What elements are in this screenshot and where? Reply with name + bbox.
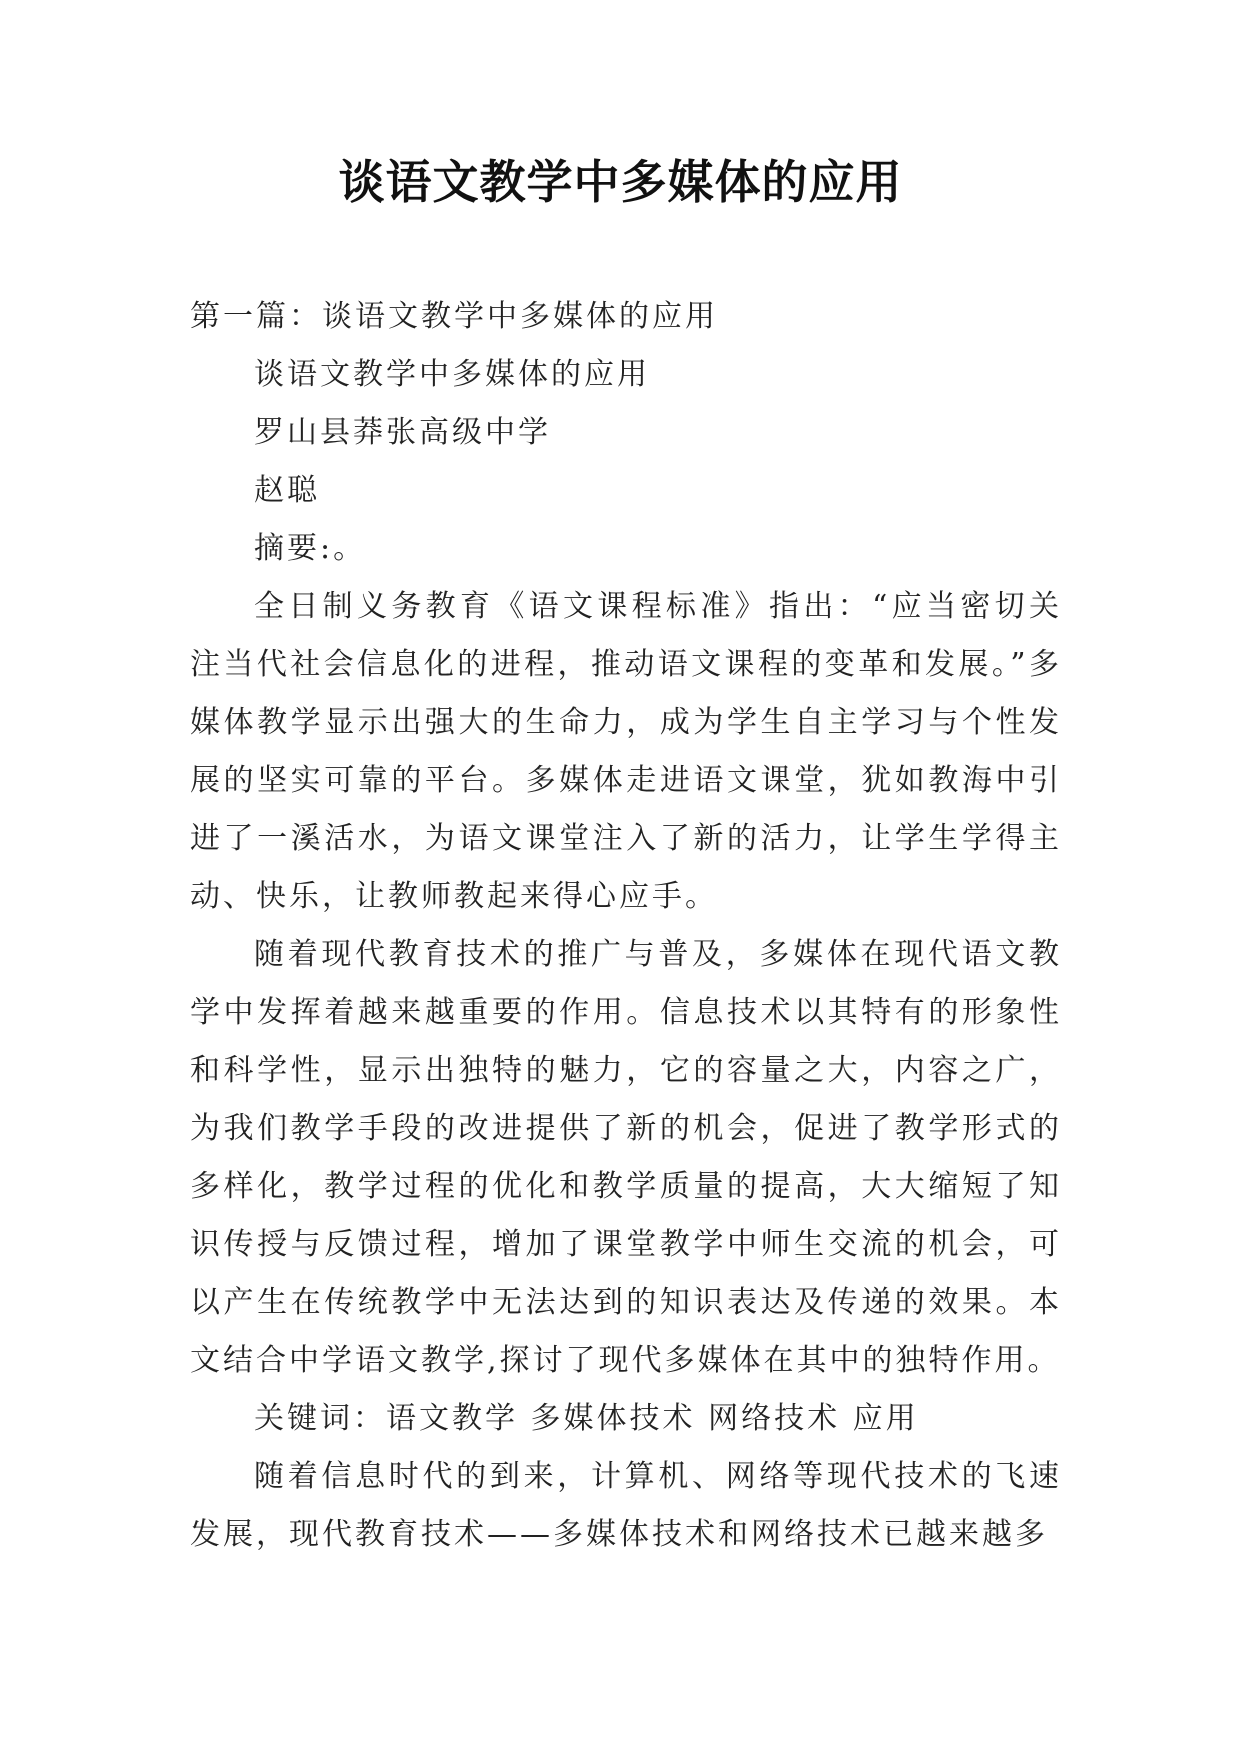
- article-title: 谈语文教学中多媒体的应用: [254, 357, 650, 392]
- school-name: 罗山县莽张高级中学: [254, 415, 551, 450]
- document-title: 谈语文教学中多媒体的应用: [338, 155, 903, 209]
- keywords-line: 关键词：语文教学 多媒体技术 网络技术 应用: [254, 1401, 919, 1436]
- author-name: 赵聪: [254, 473, 320, 508]
- abstract-label: 摘要:。: [254, 531, 367, 566]
- abstract-paragraph: 随着现代教育技术的推广与普及，多媒体在现代语文教学中发挥着越来越重要的作用。信息技术以其特有的形象性和科学性，显示出独特的魅力，它的容量之大，内容之广，为我们教学手段的改进提供了新的机会，促进了教学形式的多样化，教学过程的优化和教学质量的提高，大大缩短了知识传授与反馈过程，增加了课堂教学中师生交流的机会，可以产生在传统教学中无法达到的知识表达及传递的效果。本文结合中学语文教学,探讨了现代多媒体在其中的独特作用。: [190, 937, 1062, 1378]
- section-heading: 第一篇：谈语文教学中多媒体的应用: [190, 299, 718, 334]
- document-body: [190, 288, 1062, 1564]
- abstract-paragraph: 全日制义务教育《语文课程标准》指出：“应当密切关注当代社会信息化的进程，推动语文课程的变革和发展。”多媒体教学显示出强大的生命力，成为学生自主学习与个性发展的坚实可靠的平台。多媒体走进语文课堂，犹如教海中引进了一溪活水，为语文课堂注入了新的活力，让学生学得主动、快乐，让教师教起来得心应手。: [190, 589, 1062, 914]
- body-paragraph: 随着信息时代的到来，计算机、网络等现代技术的飞速发展，现代教育技术——多媒体技术和网络技术已越来越多: [190, 1459, 1062, 1552]
